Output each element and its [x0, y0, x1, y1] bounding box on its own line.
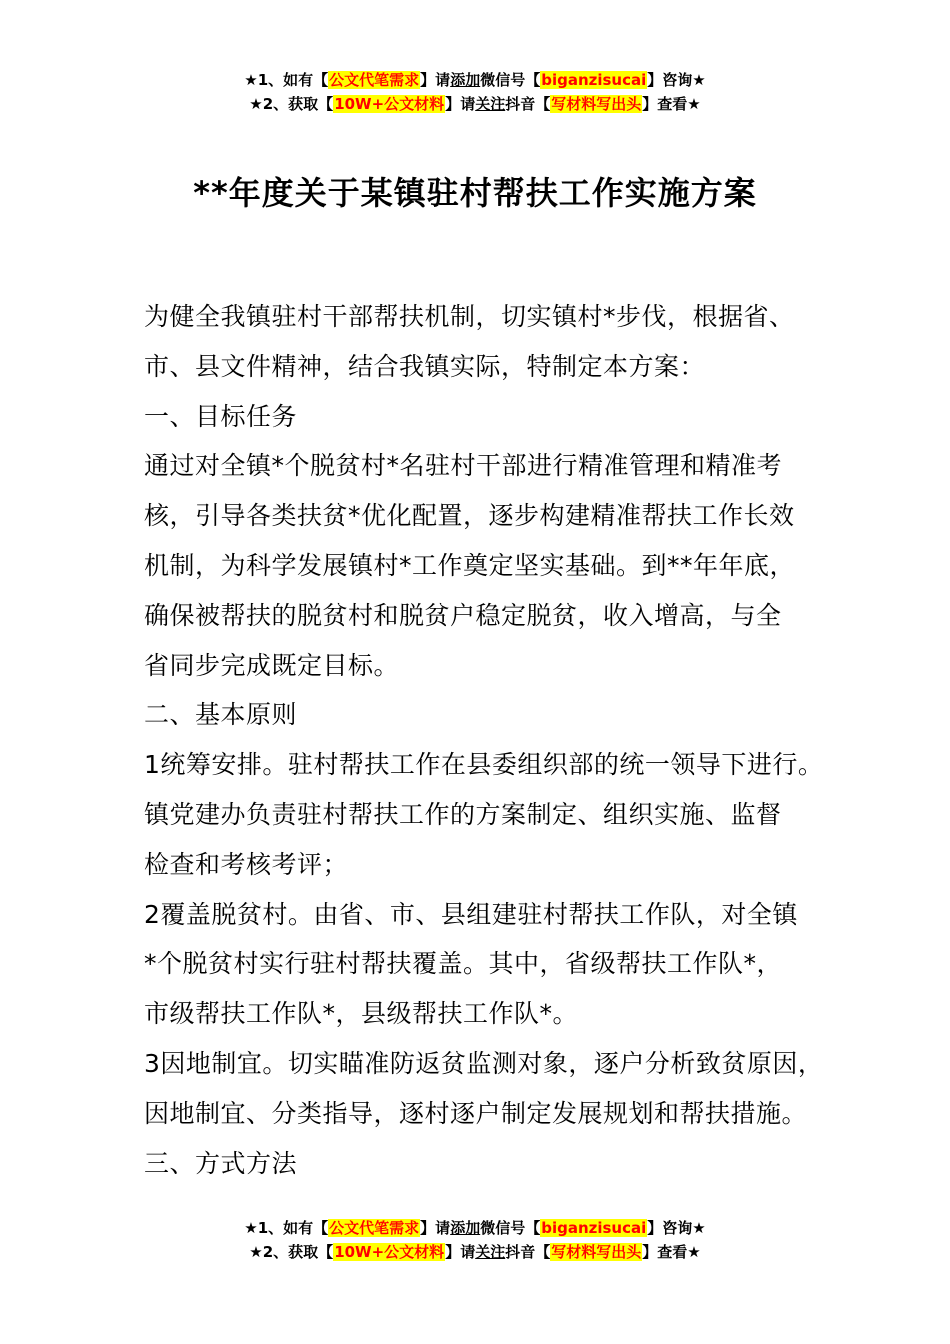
- promo-text: 】咨询★: [647, 1219, 706, 1237]
- document-title: **年度关于某镇驻村帮扶工作实施方案: [193, 174, 757, 213]
- promo-highlight: 公文代笔需求: [329, 71, 420, 89]
- promo-emphasis: 关注: [475, 1243, 506, 1261]
- promo-emphasis: 添加: [450, 1219, 481, 1237]
- section-heading: 二、基本原则: [144, 700, 298, 730]
- promo-text: 微信号【: [480, 71, 541, 89]
- body-line: 3因地制宜。切实瞄准防返贫监测对象，逐户分析致贫原因，: [144, 1048, 824, 1078]
- promo-text: ★1、如有【: [244, 1219, 329, 1237]
- promo-text: 】请: [445, 95, 476, 113]
- body-line: *个脱贫村实行驻村帮扶覆盖。其中，省级帮扶工作队*，: [144, 949, 783, 979]
- body-line: 因地制宜、分类指导，逐村逐户制定发展规划和帮扶措施。: [144, 1098, 808, 1128]
- promo-line-2: [0, 1240, 950, 1264]
- body-line: 检查和考核考评；: [144, 849, 349, 879]
- promo-text: ★1、如有【: [244, 71, 329, 89]
- promo-text: ★2、获取【: [249, 1243, 334, 1261]
- body-line: 确保被帮扶的脱贫村和脱贫户稳定脱贫，收入增高，与全: [144, 600, 782, 630]
- promo-line-1: [0, 1216, 950, 1240]
- promo-text: ★2、获取【: [249, 95, 334, 113]
- section-heading: 三、方式方法: [144, 1148, 298, 1178]
- promo-text: 】请: [445, 1243, 476, 1261]
- body-line: 1统筹安排。驻村帮扶工作在县委组织部的统一领导下进行。: [144, 750, 824, 780]
- promo-highlight: 公文代笔需求: [329, 1219, 420, 1237]
- promo-footer: [0, 1216, 950, 1264]
- promo-highlight: biganzisucai: [541, 1219, 647, 1237]
- promo-text: 】请: [420, 1219, 451, 1237]
- promo-text: 】咨询★: [647, 71, 706, 89]
- promo-line-2: [0, 92, 950, 116]
- promo-text: 】查看★: [642, 95, 701, 113]
- body-line: 通过对全镇*个脱贫村*名驻村干部进行精准管理和精准考: [144, 451, 783, 481]
- promo-highlight: 10W+公文材料: [334, 1243, 445, 1261]
- body-line: 市、县文件精神，结合我镇实际，特制定本方案：: [144, 351, 706, 381]
- promo-text: 】查看★: [642, 1243, 701, 1261]
- promo-highlight: 写材料写出头: [551, 1243, 642, 1261]
- promo-text: 抖音【: [505, 1243, 551, 1261]
- body-line: 核，引导各类扶贫*优化配置，逐步构建精准帮扶工作长效: [144, 501, 795, 531]
- promo-emphasis: 关注: [475, 95, 506, 113]
- body-line: 机制，为科学发展镇村*工作奠定坚实基础。到**年年底，: [144, 550, 796, 580]
- promo-text: 】请: [420, 71, 451, 89]
- promo-highlight: 写材料写出头: [551, 95, 642, 113]
- body-line: 市级帮扶工作队*，县级帮扶工作队*。: [144, 999, 579, 1029]
- promo-header: [0, 68, 950, 116]
- body-line: 为健全我镇驻村干部帮扶机制，切实镇村*步伐，根据省、: [144, 302, 795, 331]
- promo-emphasis: 添加: [450, 71, 481, 89]
- body-line: 镇党建办负责驻村帮扶工作的方案制定、组织实施、监督: [144, 799, 782, 829]
- promo-line-1: [0, 68, 950, 92]
- promo-text: 抖音【: [505, 95, 551, 113]
- section-heading: 一、目标任务: [144, 401, 298, 431]
- promo-text: 微信号【: [480, 1219, 541, 1237]
- promo-highlight: biganzisucai: [541, 71, 647, 89]
- body-line: 2覆盖脱贫村。由省、市、县组建驻村帮扶工作队，对全镇: [144, 899, 798, 929]
- promo-highlight: 10W+公文材料: [334, 95, 445, 113]
- document-body: [144, 292, 844, 1188]
- body-line: 省同步完成既定目标。: [144, 650, 400, 680]
